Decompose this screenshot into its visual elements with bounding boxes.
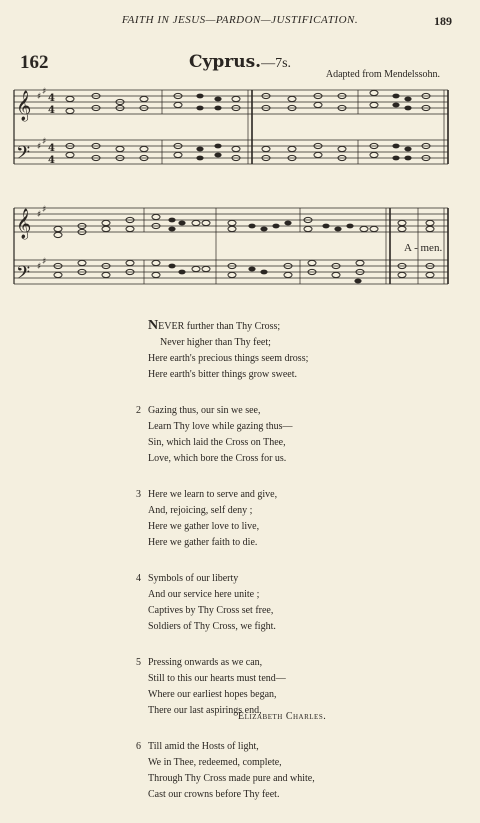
- stanza-line: There our last aspirings end,: [148, 705, 262, 716]
- svg-text:♯: ♯: [37, 142, 42, 152]
- stanza-line: Love, which bore the Cross for us.: [148, 453, 287, 464]
- svg-text:♯: ♯: [42, 205, 47, 215]
- stanza-number: 6: [136, 741, 141, 752]
- svg-text:𝄢: 𝄢: [16, 263, 31, 288]
- stanza-line: Captives by Thy Cross set free,: [148, 605, 274, 616]
- running-head-title: FAITH IN JESUS—PARDON—JUSTIFICATION.: [121, 14, 359, 26]
- stanza-line: We in Thee, redeemed, complete,: [148, 757, 282, 768]
- svg-text:♯: ♯: [37, 92, 42, 102]
- stanza-line: Symbols of our liberty: [148, 573, 239, 584]
- tune-name: Cyprus.: [188, 52, 262, 72]
- stanza-line: Learn Thy love while gazing thus—: [148, 421, 293, 432]
- stanza-1-line-2: Never higher than Thy feet;: [160, 337, 271, 348]
- svg-text:4: 4: [48, 155, 55, 166]
- hymn-lyrics: [136, 318, 396, 823]
- stanza-3: [136, 487, 396, 551]
- dropcap: N: [148, 318, 159, 333]
- stanza-number: 2: [136, 405, 141, 416]
- stanza-line: Pressing onwards as we can,: [148, 657, 263, 668]
- stanza-1: [136, 318, 396, 383]
- stanza-line: Till amid the Hosts of light,: [148, 741, 259, 752]
- svg-text:♯: ♯: [42, 257, 47, 267]
- stanza-line: Where our earliest hopes began,: [148, 689, 277, 700]
- stanza-1-line-1: NEVER further than Thy Cross;: [148, 318, 281, 333]
- stanza-line: Cast our crowns before Thy feet.: [148, 789, 280, 800]
- music-system-1: [0, 84, 480, 174]
- svg-text:𝄢: 𝄢: [16, 143, 31, 168]
- stanza-6: [136, 739, 396, 803]
- stanza-line: Through Thy Cross made pure and white,: [148, 773, 315, 784]
- svg-text:𝄞: 𝄞: [16, 209, 32, 239]
- stanza-number: 4: [136, 573, 141, 584]
- svg-text:♯: ♯: [42, 87, 47, 97]
- svg-text:4: 4: [48, 93, 55, 104]
- running-head: [0, 14, 480, 34]
- hymn-author: Elizabeth Charles.: [238, 711, 327, 722]
- svg-text:♯: ♯: [37, 262, 42, 272]
- stanza-number: 5: [136, 657, 141, 668]
- stanza-4: [136, 571, 396, 635]
- stanza-line: Sin, which laid the Cross on Thee,: [148, 437, 286, 448]
- stanza-1-line-3: Here earth's precious things seem dross;: [148, 353, 309, 364]
- stanza-line: Soldiers of Thy Cross, we fight.: [148, 621, 276, 632]
- amen-text: A - men.: [404, 242, 443, 254]
- stanza-2: [136, 403, 396, 467]
- stanza-5: [136, 655, 396, 719]
- stanza-line: And, rejoicing, self deny ;: [148, 505, 253, 516]
- svg-text:4: 4: [48, 143, 55, 154]
- hymn-number: 162: [20, 52, 49, 73]
- svg-text:♯: ♯: [37, 210, 42, 220]
- stanza-line: Gazing thus, our sin we see,: [148, 405, 261, 416]
- stanza-line: Here we learn to serve and give,: [148, 489, 278, 500]
- page-number: 189: [434, 14, 452, 28]
- svg-text:𝄞: 𝄞: [16, 91, 32, 121]
- svg-text:4: 4: [48, 105, 55, 116]
- stanza-1-line-4: Here earth's bitter things grow sweet.: [148, 369, 297, 380]
- tune-meter: —7s.: [261, 56, 292, 71]
- stanza-line: Here we gather faith to die.: [148, 537, 258, 548]
- stanza-line: Here we gather love to live,: [148, 521, 260, 532]
- svg-text:♯: ♯: [42, 137, 47, 147]
- tune-attribution: Adapted from Mendelssohn.: [325, 69, 440, 80]
- stanza-line: And our service here unite ;: [148, 589, 260, 600]
- stanza-number: 3: [136, 489, 141, 500]
- stanza-line: Still to this our hearts must tend—: [148, 673, 286, 684]
